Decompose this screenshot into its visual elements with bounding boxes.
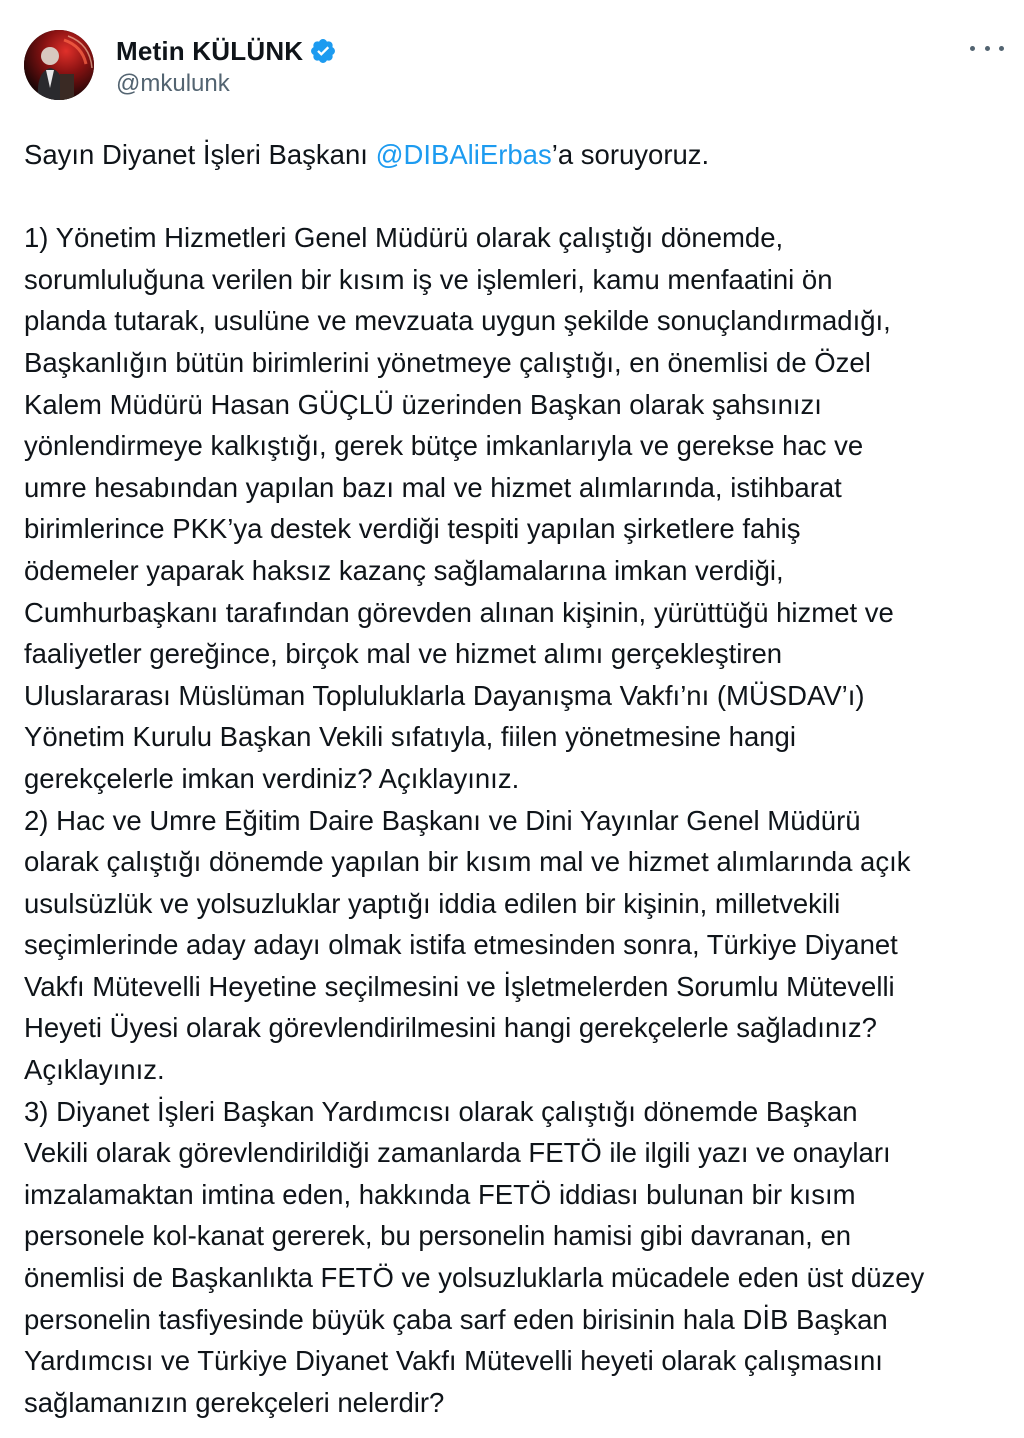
tweet-line: Başkanlığın bütün birimlerini yönetmeye çalıştığı, en önemlisi de Özel: [24, 346, 871, 378]
tweet-line: ödemeler yaparak haksız kazanç sağlamalarına imkan verdiği,: [24, 554, 784, 586]
tweet-line: olarak çalıştığı dönemde yapılan bir kısım mal ve hizmet alımlarında açık: [24, 846, 911, 878]
tweet-intro-line: [24, 134, 1009, 176]
tweet-line: 1) Yönetim Hizmetleri Genel Müdürü olarak çalıştığı dönemde,: [24, 222, 784, 254]
tweet-line: planda tutarak, usulüne ve mevzuata uygun şekilde sonuçlandırmadığı,: [24, 305, 891, 337]
tweet-line: personele kol-kanat gererek, bu personelin hamisi gibi davranan, en: [24, 1220, 852, 1252]
tweet-line: 3) Diyanet İşleri Başkan Yardımcısı olarak çalıştığı dönemde Başkan: [24, 1095, 858, 1127]
tweet-line: Vekili olarak görevlendirildiği zamanlarda FETÖ ile ilgili yazı ve onayları: [24, 1137, 891, 1169]
tweet-line: personelin tasfiyesinde büyük çaba sarf eden birisinin hala DİB Başkan: [24, 1303, 888, 1335]
avatar[interactable]: [24, 30, 94, 100]
tweet-line: 2) Hac ve Umre Eğitim Daire Başkanı ve Dini Yayınlar Genel Müdürü: [24, 804, 861, 836]
user-handle[interactable]: @mkulunk: [116, 70, 230, 97]
tweet-line: sorumluluğuna verilen bir kısım iş ve işlemleri, kamu menfaatini ön: [24, 263, 833, 295]
tweet-text: [24, 134, 1009, 1423]
tweet-line: önemlisi de Başkanlıkta FETÖ ve yolsuzluklarla mücadele eden üst düzey: [24, 1262, 925, 1294]
intro-text-end: ’a soruyoruz.: [551, 139, 710, 170]
mention-link[interactable]: @DIBAliErbas: [375, 139, 552, 170]
tweet-line: Kalem Müdürü Hasan GÜÇLÜ üzerinden Başkan olarak şahsınızı: [24, 388, 822, 420]
tweet-line: Açıklayınız.: [24, 1054, 165, 1086]
tweet-line: usulsüzlük ve yolsuzluklar yaptığı iddia edilen bir kişinin, milletvekili: [24, 887, 841, 919]
tweet-line: Uluslararası Müslüman Topluluklarla Dayanışma Vakfı’nı (MÜSDAV’ı): [24, 679, 865, 711]
tweet-line: Yönetim Kurulu Başkan Vekili sıfatıyla, fiilen yönetmesine hangi: [24, 721, 796, 753]
tweet-line: faaliyetler gereğince, birçok mal ve hizmet alımı gerçekleştiren: [24, 638, 783, 670]
tweet-line: seçimlerinde aday adayı olmak istifa etmesinden sonra, Türkiye Diyanet: [24, 929, 898, 961]
verified-badge-icon: [309, 37, 337, 65]
tweet-line: Heyeti Üyesi olarak görevlendirilmesini hangi gerekçelerle sağladınız?: [24, 1012, 877, 1044]
tweet-line: imzalamaktan imtina eden, hakkında FETÖ iddiası bulunan bir kısım: [24, 1178, 856, 1210]
profile-photo-icon: [24, 30, 94, 100]
intro-text: Sayın Diyanet İşleri Başkanı: [24, 139, 376, 170]
tweet-header: [24, 30, 1008, 102]
tweet-line: sağlamanızın gerekçeleri nelerdir?: [24, 1386, 445, 1418]
tweet-line: gerekçelerle imkan verdiniz? Açıklayınız.: [24, 762, 520, 794]
name-row: [116, 34, 337, 68]
tweet-line: umre hesabından yapılan bazı mal ve hizmet alımlarında, istihbarat: [24, 471, 842, 503]
more-horizontal-icon[interactable]: [970, 38, 1004, 58]
display-name[interactable]: Metin KÜLÜNK: [116, 35, 304, 66]
tweet-line: yönlendirmeye kalkıştığı, gerek bütçe imkanlarıyla ve gerekse hac ve: [24, 430, 864, 462]
tweet-line: birimlerince PKK’ya destek verdiği tespiti yapılan şirketlere fahiş: [24, 513, 801, 545]
tweet-line: Yardımcısı ve Türkiye Diyanet Vakfı Mütevelli heyeti olarak çalışmasını: [24, 1345, 883, 1377]
paragraph-break: [24, 176, 1009, 218]
tweet-line: Vakfı Mütevelli Heyetine seçilmesini ve İşletmelerden Sorumlu Mütevelli: [24, 970, 895, 1002]
tweet-line: Cumhurbaşkanı tarafından görevden alınan kişinin, yürüttüğü hizmet ve: [24, 596, 894, 628]
